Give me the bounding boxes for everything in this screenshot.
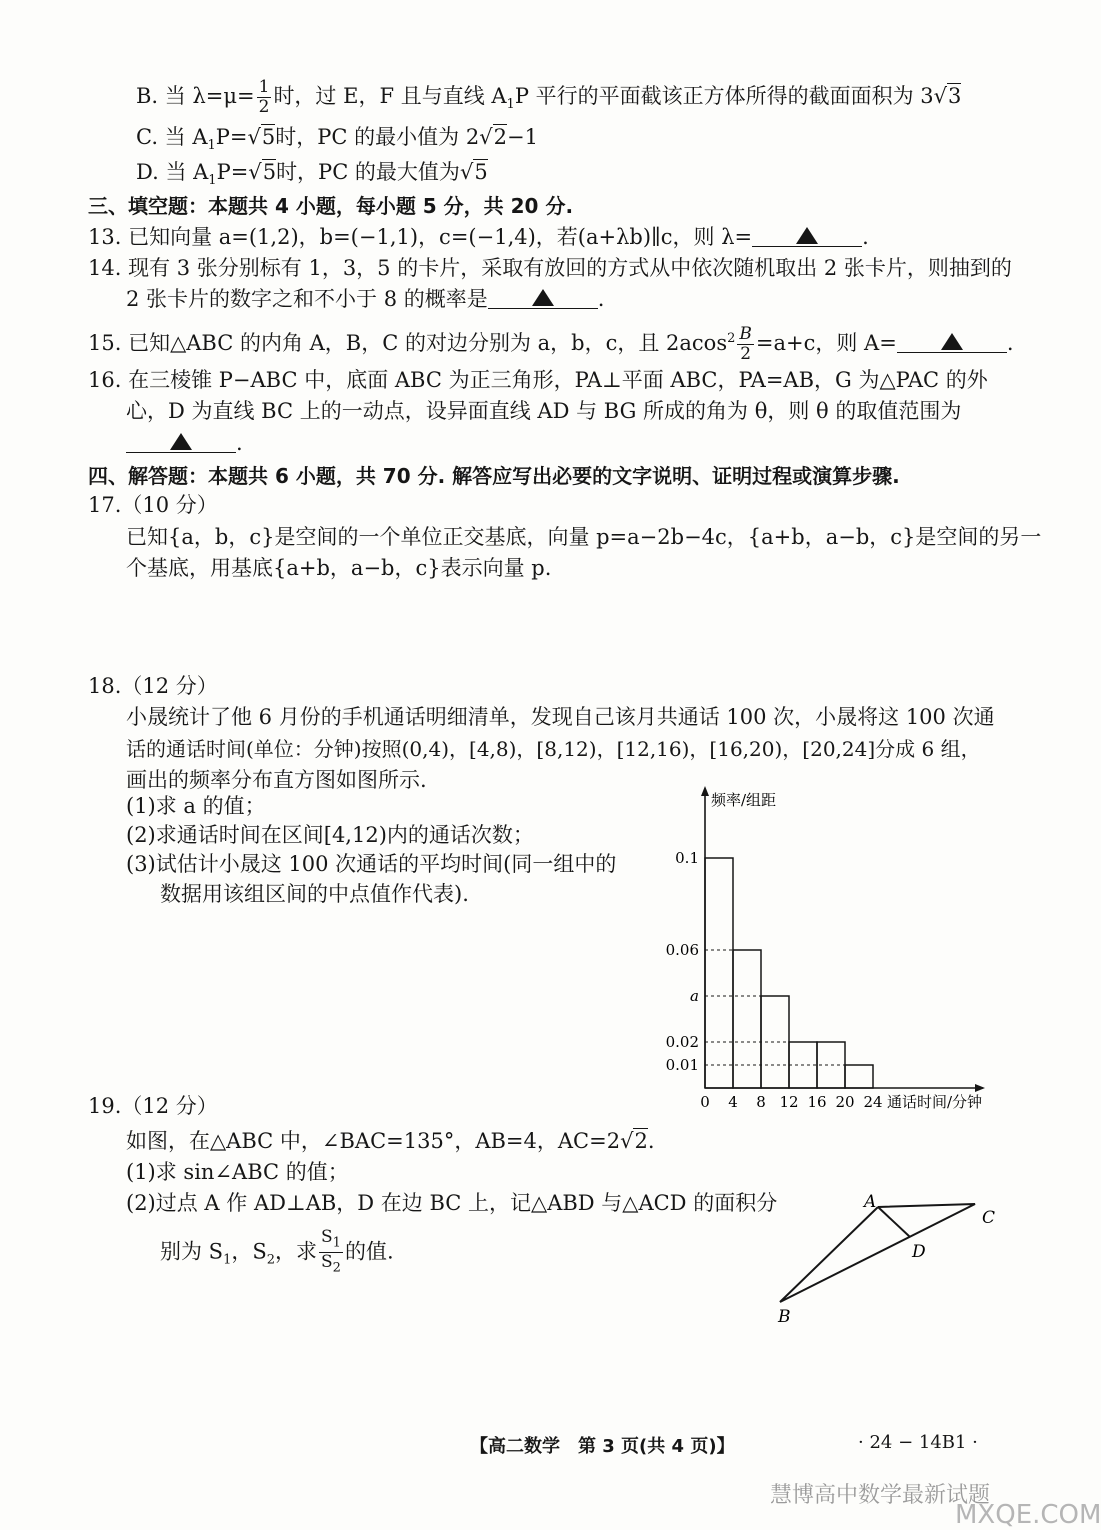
answer-blank	[488, 286, 598, 309]
label-b: B	[778, 1307, 791, 1327]
x-axis-arrow	[975, 1084, 985, 1092]
option-d: D. 当 $A_1P=√5$时，PC 的最大值为√5	[136, 160, 488, 189]
section-3-heading: 三、填空题：本题共 4 小题，每小题 5 分，共 20 分.	[88, 194, 574, 218]
option-b: B. 当 λ=μ= $\frac{1}{2}$ 时，过 E，F 且与直线 $A_1P$ 平行的平面截该正方体所得的截面面积为 3√3	[136, 77, 962, 117]
question-19-head: 19.（12 分）	[88, 1094, 218, 1118]
question-15: 15. 已知△ABC 的内角 A，B，C 的对边分别为 a，b，c，且 2acos$^2$ $\frac{B}{2}$ =a+c，则 A= .	[88, 324, 1014, 364]
question-18-part1: (1)求 a 的值；	[126, 794, 266, 818]
question-14: 14. 现有 3 张分别标有 1，3，5 的卡片，采取有放回的方式从中依次随机取出 2 张卡片，则抽到的	[88, 256, 1012, 280]
fraction: $\frac{S_1}{S_2}$	[321, 1227, 341, 1276]
x-tick-label: 12	[779, 1093, 799, 1111]
question-18-head: 18.（12 分）	[88, 674, 218, 698]
x-axis-label: 通话时间/分钟	[887, 1093, 983, 1111]
x-tick-label: 20	[835, 1093, 855, 1111]
x-tick-label: 16	[807, 1093, 827, 1111]
y-tick-label: 0.01	[665, 1056, 699, 1074]
question-14-line2: 2 张卡片的数字之和不小于 8 的概率是 .	[126, 287, 605, 311]
x-tick-label: 0	[700, 1093, 710, 1111]
y-tick-label: 0.02	[665, 1033, 699, 1051]
label-a: A	[864, 1192, 877, 1212]
question-17-head: 17.（10 分）	[88, 493, 218, 517]
question-17-line1: 已知{a，b，c}是空间的一个单位正交基底，向量 p=a−2b−4c，{a+b，a−b，c}是空间的另一	[126, 525, 1042, 549]
fraction: $\frac{1}{2}$	[258, 77, 270, 117]
question-18-line3: 画出的频率分布直方图如图所示.	[126, 768, 427, 792]
watermark: 慧博高中数学最新试题	[770, 1483, 991, 1508]
x-tick-label: 8	[756, 1093, 766, 1111]
watermark-site: MXQE.COM	[955, 1500, 1101, 1530]
question-13: 13. 已知向量 a=(1,2)，b=(−1,1)，c=(−1,4)，若(a+λb)∥c，则 λ= .	[88, 225, 869, 249]
triangle-icon	[941, 333, 963, 350]
option-c: C. 当 $A_1P=√5$时，PC 的最小值为 2√2−1	[136, 125, 538, 154]
frequency-histogram	[650, 780, 1030, 1120]
section-4-heading: 四、解答题：本题共 6 小题，共 70 分. 解答应写出必要的文字说明、证明过程或演算步骤.	[88, 464, 900, 488]
answer-blank	[897, 330, 1007, 353]
fraction: $\frac{B}{2}$	[739, 324, 752, 364]
question-16: 16. 在三棱锥 P−ABC 中，底面 ABC 为正三角形，PA⊥平面 ABC，PA=AB，G 为△PAC 的外	[88, 368, 988, 392]
histogram-bar	[733, 950, 761, 1088]
y-axis-label: 频率/组距	[711, 791, 777, 809]
x-tick-label: 24	[863, 1093, 883, 1111]
question-18-part3b: 数据用该组区间的中点值作代表).	[160, 882, 469, 906]
y-axis-arrow	[701, 786, 709, 796]
question-16-line3: .	[126, 430, 243, 456]
triangle-icon	[170, 433, 192, 450]
answer-blank	[126, 430, 236, 453]
x-tick-label: 4	[728, 1093, 738, 1111]
question-19-part2: (2)过点 A 作 AD⊥AB，D 在边 BC 上，记△ABD 与△ACD 的面积分	[126, 1191, 778, 1215]
y-tick-label: 0.1	[675, 849, 699, 867]
question-17-line2: 个基底，用基底{a+b，a−b，c}表示向量 p.	[126, 556, 552, 580]
label-d: D	[912, 1242, 926, 1262]
triangle-icon	[796, 227, 818, 244]
histogram-bar	[705, 858, 733, 1088]
question-19-part2b: 别为 $S_1$，$S_2$，求 $\frac{S_1}{S_2}$ 的值.	[160, 1227, 394, 1276]
histogram-bar	[845, 1065, 873, 1088]
question-18-line2: 话的通话时间(单位：分钟)按照(0,4)，[4,8)，[8,12)，[12,16)，[16,20)，[20,24]分成 6 组，	[126, 737, 981, 761]
label-c: C	[982, 1208, 996, 1228]
question-19-part1: (1)求 sin∠ABC 的值；	[126, 1160, 349, 1184]
answer-blank	[752, 224, 862, 247]
footer-code: · 24 − 14B1 ·	[858, 1432, 978, 1453]
question-18-line1: 小晟统计了他 6 月份的手机通话明细清单，发现自己该月共通话 100 次，小晟将这 100 次通	[126, 705, 995, 729]
page-footer: 【高二数学 第 3 页(共 4 页)】	[470, 1436, 735, 1457]
question-19-line1: 如图，在△ABC 中，∠BAC=135°，AB=4，AC=2√2.	[126, 1129, 655, 1153]
triangle-lines	[780, 1204, 975, 1302]
question-18-part2: (2)求通话时间在区间[4,12)内的通话次数；	[126, 823, 534, 847]
y-tick-label: 0.06	[665, 941, 699, 959]
question-16-line2: 心，D 为直线 BC 上的一动点，设异面直线 AD 与 BG 所成的角为 θ，则 θ 的取值范围为	[126, 399, 962, 423]
y-tick-label: a	[690, 987, 699, 1005]
triangle-figure	[770, 1190, 1010, 1330]
triangle-icon	[532, 289, 554, 306]
question-18-part3: (3)试估计小晟这 100 次通话的平均时间(同一组中的	[126, 852, 617, 876]
